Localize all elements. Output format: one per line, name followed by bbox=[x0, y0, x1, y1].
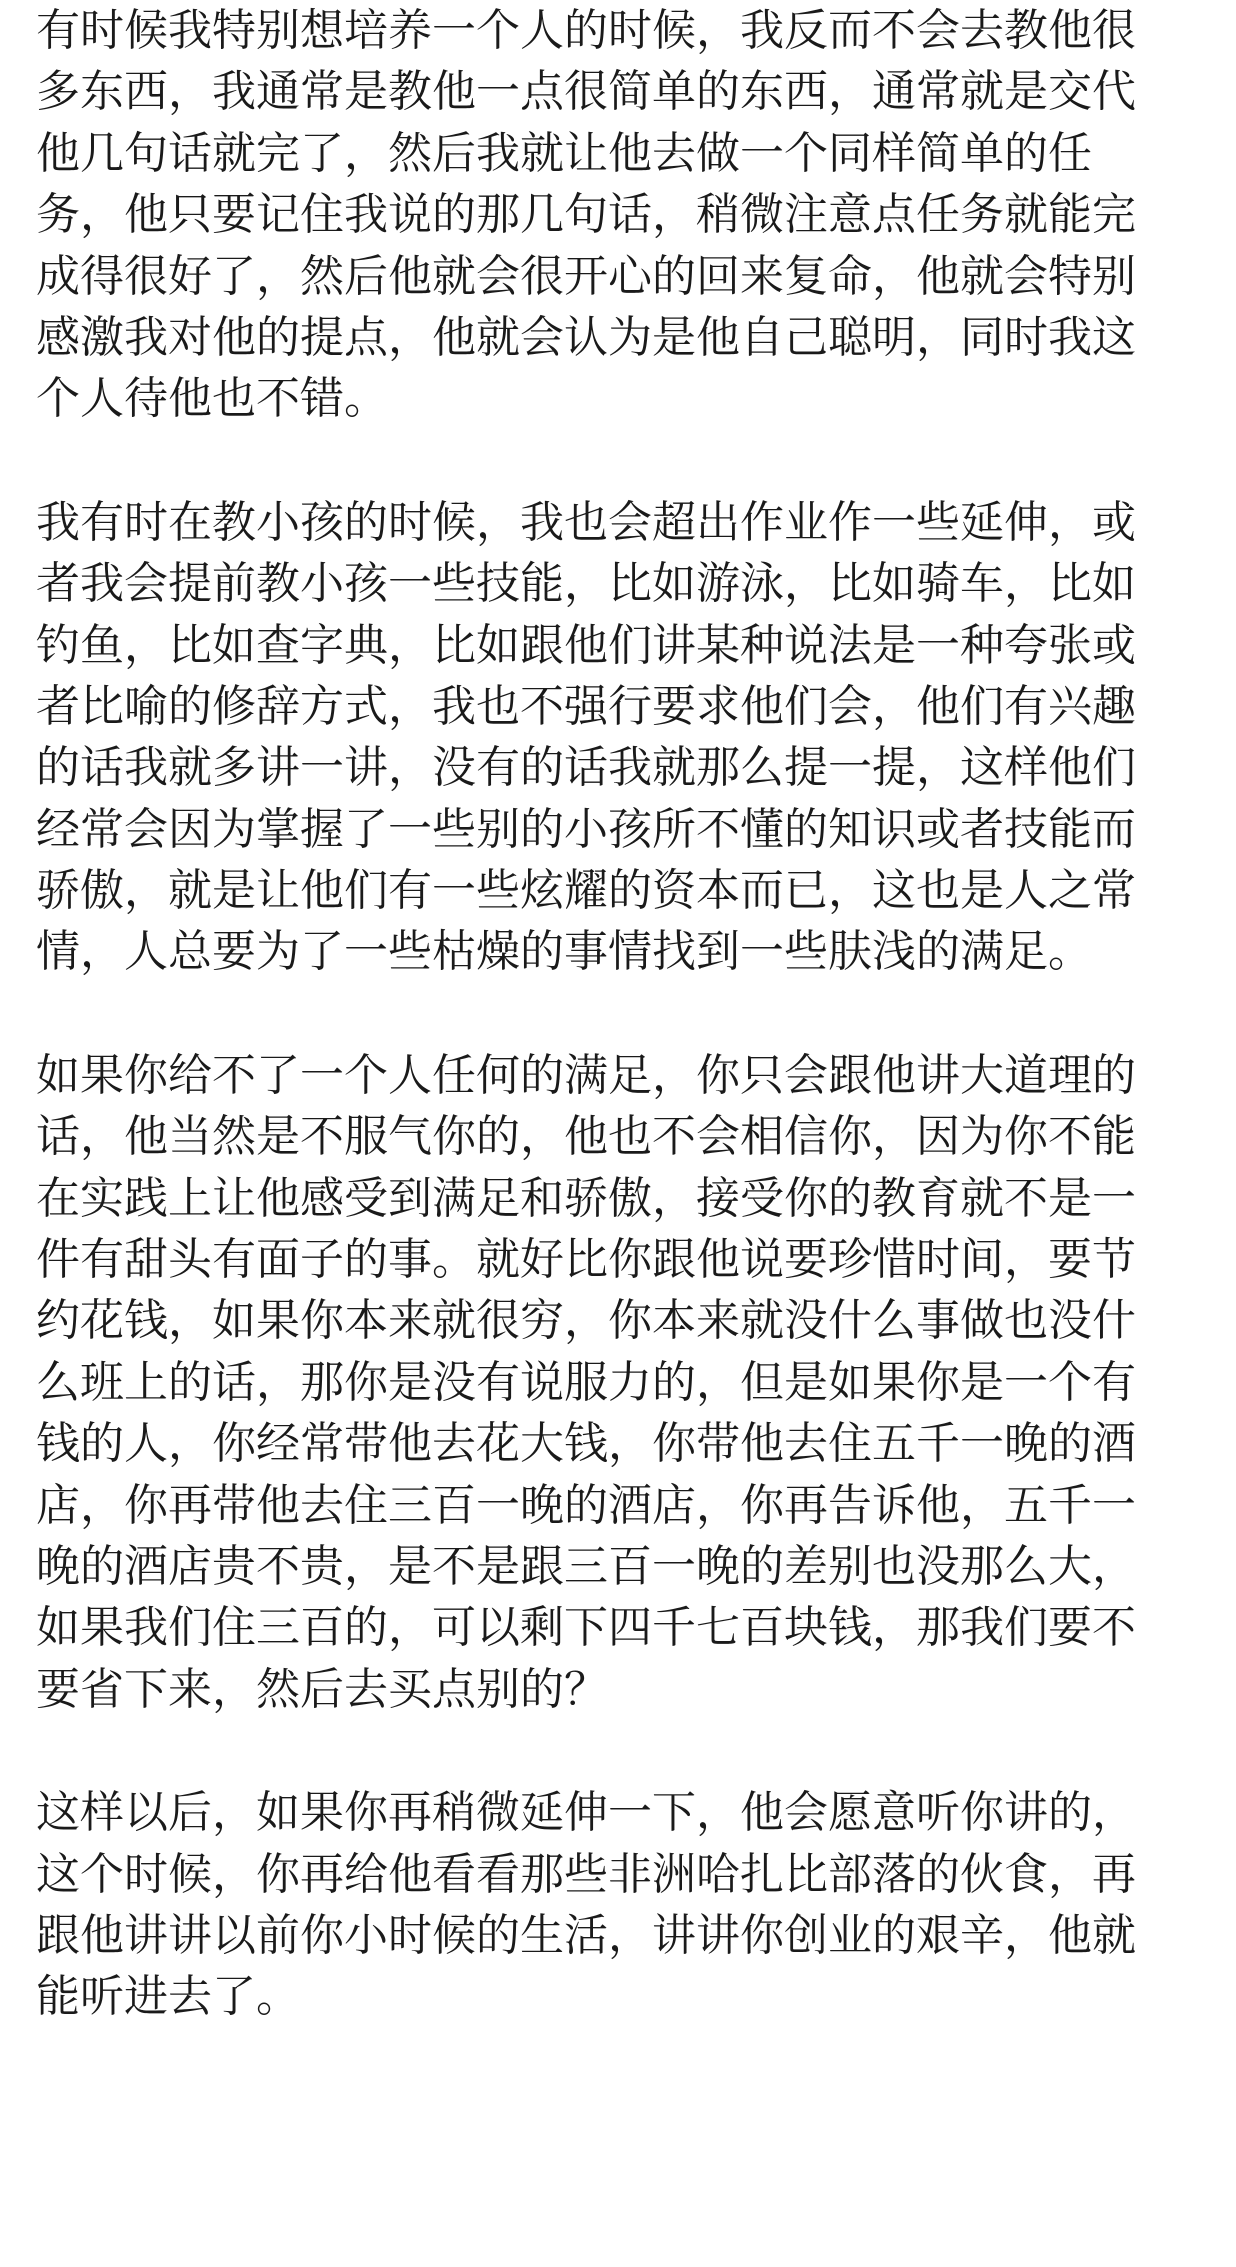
text-line: 有时候我特别想培养一个人的时候，我反而不会去教他很 bbox=[36, 5, 1136, 56]
text-line: 么班上的话，那你是没有说服力的，但是如果你是一个有 bbox=[36, 1356, 1136, 1408]
text-line: 如果我们住三百的，可以剩下四千七百块钱，那我们要不 bbox=[36, 1602, 1136, 1654]
text-line: 晚的酒店贵不贵，是不是跟三百一晚的差别也没那么大， bbox=[36, 1540, 1136, 1592]
text-line: 的话我就多讲一讲，没有的话我就那么提一提，这样他们 bbox=[36, 742, 1136, 794]
text-line: 骄傲，就是让他们有一些炫耀的资本而已，这也是人之常 bbox=[36, 865, 1136, 917]
text-line: 者比喻的修辞方式，我也不强行要求他们会，他们有兴趣 bbox=[36, 680, 1136, 732]
paragraph-1 bbox=[36, 0, 1184, 430]
text-line: 如果你给不了一个人任何的满足，你只会跟他讲大道理的 bbox=[36, 1049, 1136, 1101]
text-line: 务，他只要记住我说的那几句话，稍微注意点任务就能完 bbox=[36, 189, 1136, 241]
text-line: 经常会因为掌握了一些别的小孩所不懂的知识或者技能而 bbox=[36, 803, 1136, 855]
text-line: 感激我对他的提点，他就会认为是他自己聪明，同时我这 bbox=[36, 311, 1136, 363]
text-line: 件有甜头有面子的事。就好比你跟他说要珍惜时间，要节 bbox=[36, 1234, 1136, 1286]
paragraph-3 bbox=[36, 1045, 1184, 1720]
text-line: 多东西，我通常是教他一点很简单的东西，通常就是交代 bbox=[36, 66, 1136, 118]
paragraph-2 bbox=[36, 492, 1184, 983]
text-line: 钓鱼，比如查字典，比如跟他们讲某种说法是一种夸张或 bbox=[36, 619, 1136, 671]
text-line: 这样以后，如果你再稍微延伸一下，他会愿意听你讲的， bbox=[36, 1787, 1136, 1839]
text-line: 者我会提前教小孩一些技能，比如游泳，比如骑车，比如 bbox=[36, 558, 1136, 610]
text-line: 个人待他也不错。 bbox=[36, 373, 388, 425]
text-line: 成得很好了，然后他就会很开心的回来复命，他就会特别 bbox=[36, 250, 1136, 302]
text-line: 话，他当然是不服气你的，他也不会相信你，因为你不能 bbox=[36, 1111, 1136, 1163]
text-line: 在实践上让他感受到满足和骄傲，接受你的教育就不是一 bbox=[36, 1172, 1136, 1224]
text-line: 钱的人，你经常带他去花大钱，你带他去住五千一晚的酒 bbox=[36, 1418, 1136, 1470]
text-line: 约花钱，如果你本来就很穷，你本来就没什么事做也没什 bbox=[36, 1295, 1136, 1347]
text-line: 能听进去了。 bbox=[36, 1971, 300, 2023]
text-line: 我有时在教小孩的时候，我也会超出作业作一些延伸，或 bbox=[36, 496, 1136, 548]
text-line: 情，人总要为了一些枯燥的事情找到一些肤浅的满足。 bbox=[36, 926, 1092, 978]
text-line: 这个时候，你再给他看看那些非洲哈扎比部落的伙食，再 bbox=[36, 1848, 1136, 1900]
text-line: 店，你再带他去住三百一晚的酒店，你再告诉他，五千一 bbox=[36, 1479, 1136, 1531]
text-line: 他几句话就完了，然后我就让他去做一个同样简单的任 bbox=[36, 127, 1092, 179]
text-line: 要省下来，然后去买点别的？ bbox=[36, 1663, 608, 1715]
paragraph-4 bbox=[36, 1782, 1184, 2028]
text-line: 跟他讲讲以前你小时候的生活，讲讲你创业的艰辛，他就 bbox=[36, 1909, 1136, 1961]
